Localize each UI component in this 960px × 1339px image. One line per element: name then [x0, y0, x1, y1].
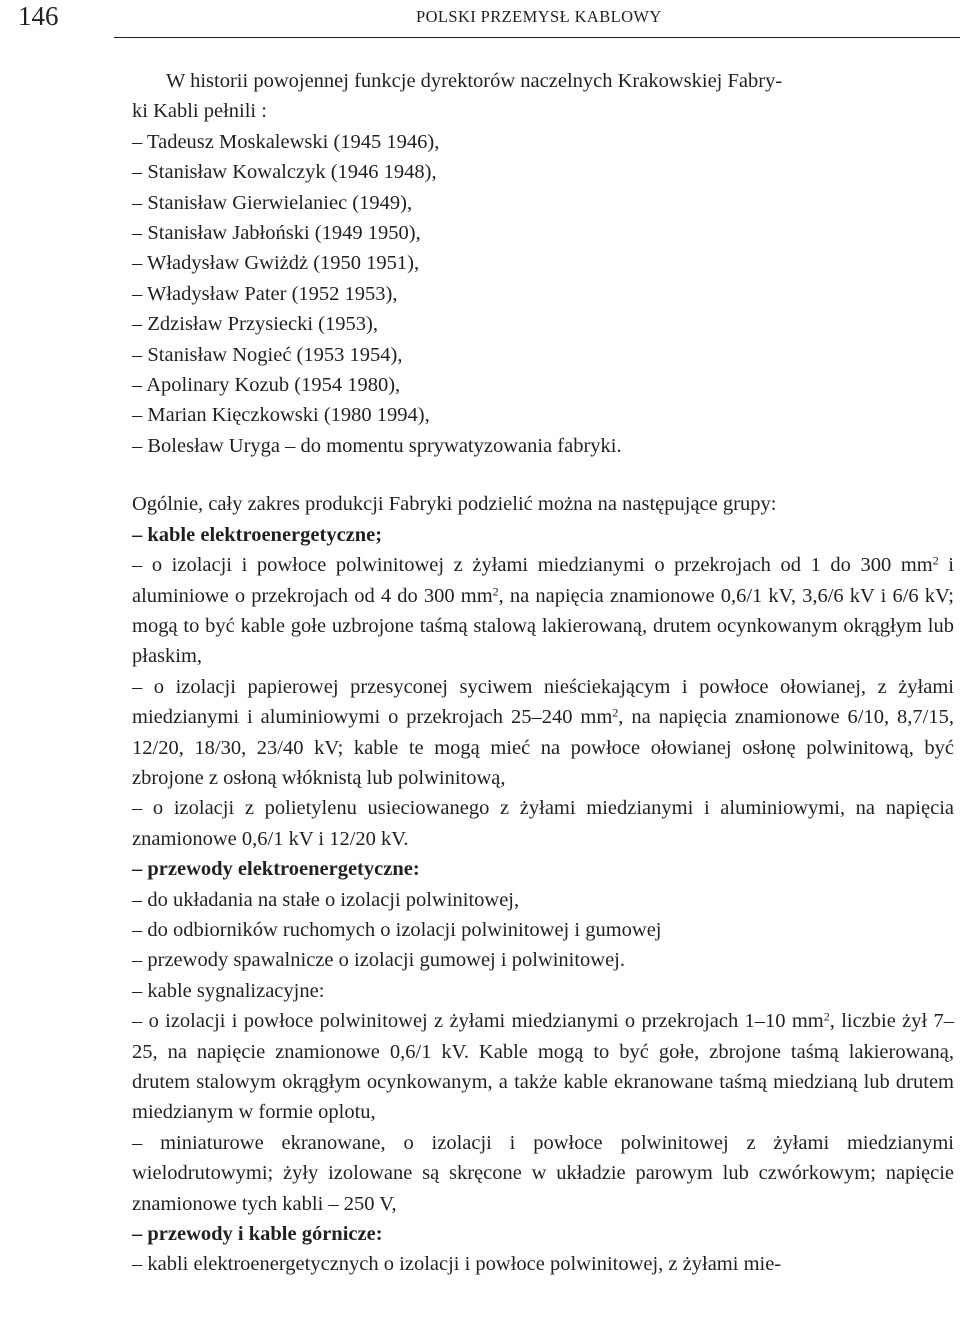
- director-item: – Stanisław Jabłoński (1949 1950),: [132, 222, 421, 245]
- director-item: – Władysław Pater (1952 1953),: [132, 282, 398, 305]
- page-number: 146: [18, 1, 59, 31]
- pvc-text-c: , na napięcia znamionowe 0,6/1 kV, 3,6/6 kV i 6/6 kV; mogą to być kable gołe uzbrojone taśmą stalową lakierowaną, drutem ocynkowanym okrągłym lub płaskim,: [132, 584, 955, 668]
- director-item: – Stanisław Kowalczyk (1946 1948),: [132, 161, 437, 184]
- products-intro: Ogólnie, cały zakres produkcji Fabryki podzielić można na następujące grupy:: [132, 493, 777, 516]
- pvc-text-a: – o izolacji i powłoce polwinitowej z żyłami miedzianymi o przekrojach od 1 do 300 mm: [132, 554, 933, 577]
- item-paper-cables: [132, 672, 954, 794]
- page-header: [0, 0, 960, 40]
- director-item: – Marian Kięczkowski (1980 1994),: [132, 404, 430, 427]
- wire-item: – przewody spawalnicze o izolacji gumowej i polwinitowej.: [132, 949, 626, 972]
- heading-mining-cables: – przewody i kable górnicze:: [132, 1223, 383, 1246]
- directors-list: [132, 127, 954, 461]
- heading-signal-cables: – kable sygnalizacyjne:: [132, 979, 325, 1002]
- item-miniature-cables: – miniaturowe ekranowane, o izolacji i powłoce polwinitowej z żyłami miedzianymi wielodrutowymi; żyły izolowane są skręcone w układzie parowym lub czwórkowym; napięcie znamionowe tych kabli – 250 V,: [132, 1131, 954, 1215]
- item-mining-cables: – kabli elektroenergetycznych o izolacji i powłoce polwinitowej, z żyłami mie-: [132, 1253, 782, 1276]
- director-item: – Apolinary Kozub (1954 1980),: [132, 374, 401, 397]
- signal-text-b: , liczbie żył 7–25, na napięcie znamionowe 0,6/1 kV. Kable mogą to być gołe, zbrojone taśmą lakierowaną, drutem stalowym okrągłym ocynkowanym, a także kable ekranowane taśmą miedzianą lub drutem miedzianym w formie oplotu,: [132, 1010, 954, 1124]
- pvc-text-b: i aluminiowe o przekrojach od 4 do 300 mm: [132, 554, 954, 607]
- superscript-2: 2: [492, 583, 499, 598]
- body-text: [132, 66, 954, 1280]
- superscript-2: 2: [612, 705, 619, 720]
- director-item: – Bolesław Uryga – do momentu sprywatyzowania fabryki.: [132, 434, 622, 457]
- running-title: POLSKI PRZEMYSŁ KABLOWY: [416, 7, 662, 26]
- director-item: – Zdzisław Przysiecki (1953),: [132, 313, 378, 336]
- item-pe-cables: – o izolacji z polietylenu usieciowanego z żyłami miedzianymi i aluminiowymi, na napięcia znamionowe 0,6/1 kV i 12/20 kV.: [132, 797, 954, 850]
- item-signal-cables: [132, 1006, 954, 1128]
- director-item: – Stanisław Gierwielaniec (1949),: [132, 191, 413, 214]
- heading-power-cables: – kable elektroenergetyczne;: [132, 523, 383, 546]
- paragraph-gap: [132, 461, 954, 489]
- superscript-2: 2: [823, 1009, 830, 1024]
- director-item: – Władysław Gwiżdż (1950 1951),: [132, 252, 420, 275]
- intro-line-1: W historii powojennej funkcje dyrektorów naczelnych Krakowskiej Fabry-: [166, 70, 783, 92]
- wire-item: – do układania na stałe o izolacji polwinitowej,: [132, 888, 520, 911]
- header-rule: [114, 37, 960, 38]
- superscript-2: 2: [932, 553, 939, 568]
- wire-item: – do odbiorników ruchomych o izolacji polwinitowej i gumowej: [132, 918, 662, 941]
- signal-text-a: – o izolacji i powłoce polwinitowej z żyłami miedzianymi o przekrojach 1–10 mm: [132, 1010, 824, 1033]
- paper-text-b: , na napięcia znamionowe 6/10, 8,7/15, 12/20, 18/30, 23/40 kV; kable te mogą mieć na powłoce ołowianej osłonę polwinitową, być zbrojone z osłoną włóknistą lub polwinitową,: [132, 706, 954, 789]
- paper-text-a: – o izolacji papierowej przesyconej syciwem nieściekającym i powłoce ołowianej, z żyłami miedzianymi i aluminiowymi o przekrojach 25–240 mm: [132, 675, 954, 729]
- item-pvc-cables: [132, 550, 954, 672]
- director-item: – Stanisław Nogieć (1953 1954),: [132, 343, 403, 366]
- director-item: – Tadeusz Moskalewski (1945 1946),: [132, 130, 440, 153]
- heading-power-wires: – przewody elektroenergetyczne:: [132, 858, 420, 881]
- intro-line-2: ki Kabli pełnili :: [132, 100, 267, 123]
